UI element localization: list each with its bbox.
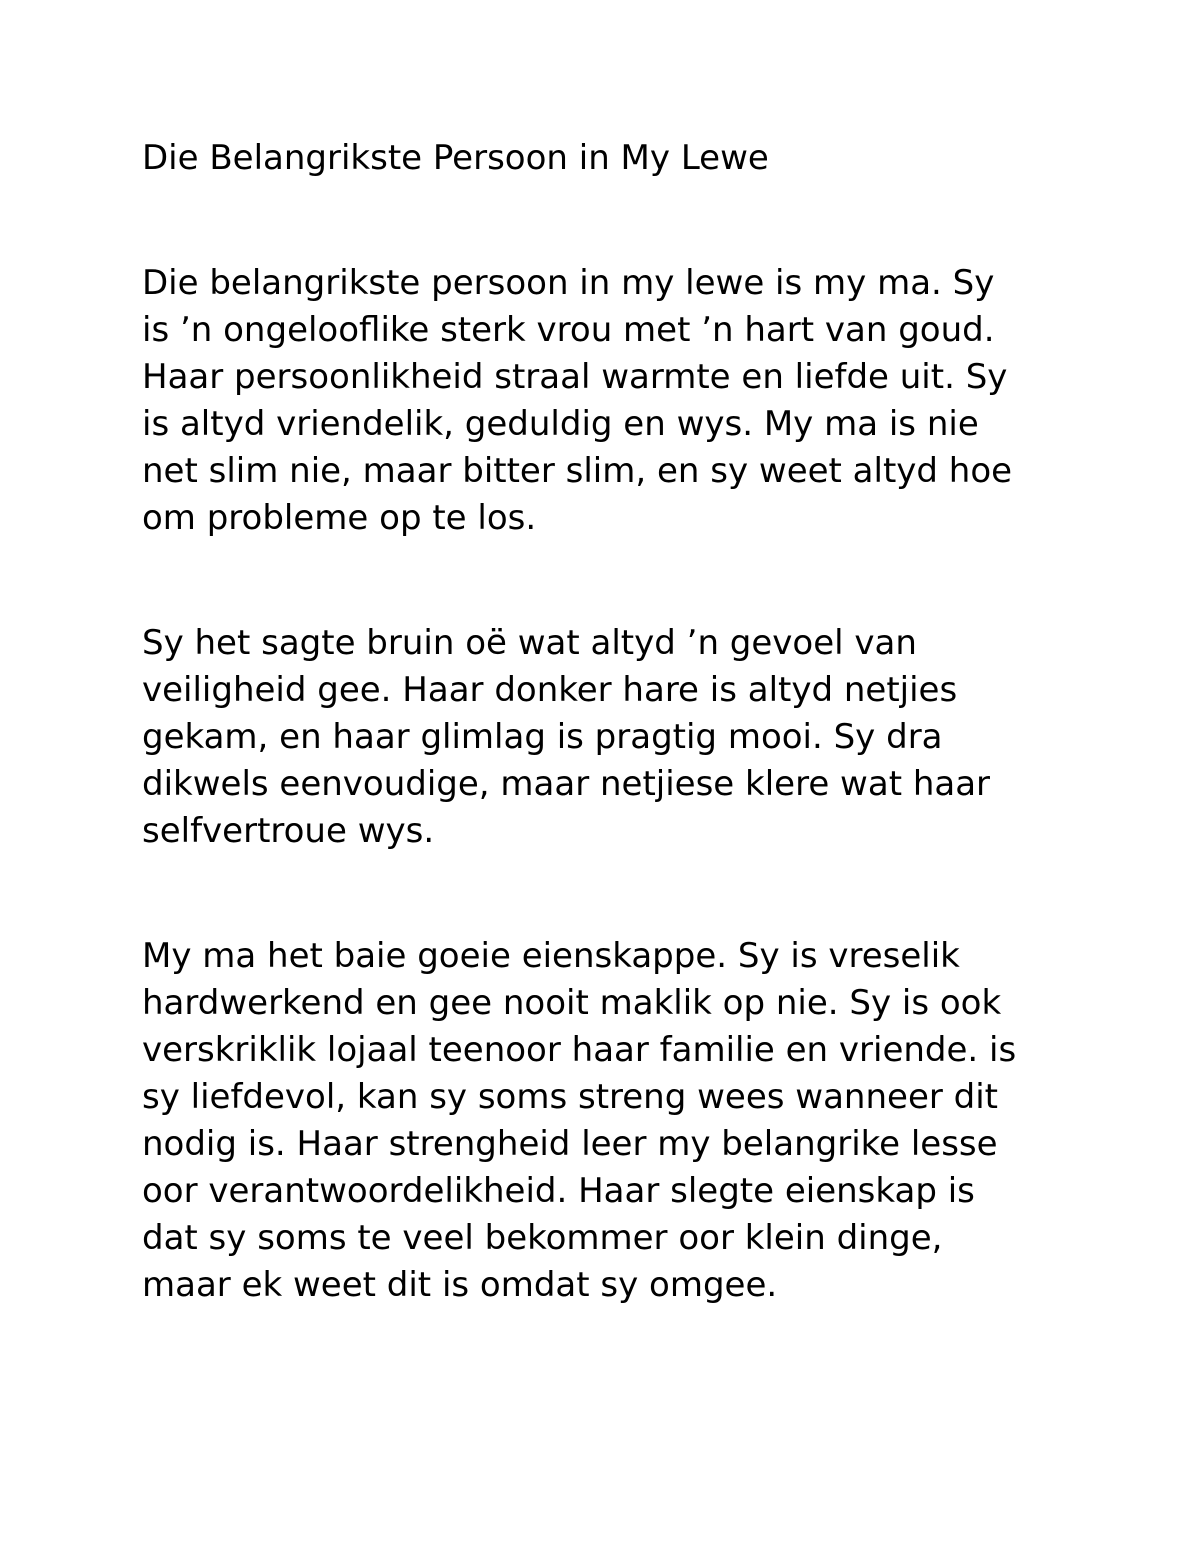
text-line: maar ek weet dit is omdat sy omgee. bbox=[142, 1265, 778, 1305]
paragraph-1 bbox=[142, 260, 1082, 542]
text-line: Haar persoonlikheid straal warmte en liefde uit. Sy bbox=[142, 357, 1008, 397]
document-title: Die Belangrikste Persoon in My Lewe bbox=[142, 138, 769, 178]
text-line: is ’n ongelooflike sterk vrou met ’n hart van goud. bbox=[142, 310, 995, 350]
document-body bbox=[142, 135, 1082, 1387]
text-line: Die belangrikste persoon in my lewe is my ma. Sy bbox=[142, 263, 995, 303]
text-line: is altyd vriendelik, geduldig en wys. My ma is nie bbox=[142, 404, 979, 444]
text-line: selfvertroue wys. bbox=[142, 811, 435, 851]
text-line: dikwels eenvoudige, maar netjiese klere wat haar bbox=[142, 764, 991, 804]
text-line: dat sy soms te veel bekommer oor klein dinge, bbox=[142, 1218, 943, 1258]
text-line: om probleme op te los. bbox=[142, 498, 537, 538]
text-line: My ma het baie goeie eienskappe. Sy is vreselik bbox=[142, 936, 960, 976]
text-line: veiligheid gee. Haar donker hare is altyd netjies bbox=[142, 670, 958, 710]
text-line: gekam, en haar glimlag is pragtig mooi. Sy dra bbox=[142, 717, 943, 757]
text-line: sy liefdevol, kan sy soms streng wees wanneer dit bbox=[142, 1077, 999, 1117]
text-line: hardwerkend en gee nooit maklik op nie. Sy is ook bbox=[142, 983, 1002, 1023]
paragraph-3 bbox=[142, 933, 1082, 1309]
paragraph-2 bbox=[142, 620, 1082, 855]
text-line: net slim nie, maar bitter slim, en sy weet altyd hoe bbox=[142, 451, 1013, 491]
text-line: verskriklik lojaal teenoor haar familie en vriende. is bbox=[142, 1030, 1017, 1070]
text-line: Sy het sagte bruin oë wat altyd ’n gevoel van bbox=[142, 623, 917, 663]
text-line: nodig is. Haar strengheid leer my belangrike lesse bbox=[142, 1124, 998, 1164]
text-line: oor verantwoordelikheid. Haar slegte eienskap is bbox=[142, 1171, 975, 1211]
